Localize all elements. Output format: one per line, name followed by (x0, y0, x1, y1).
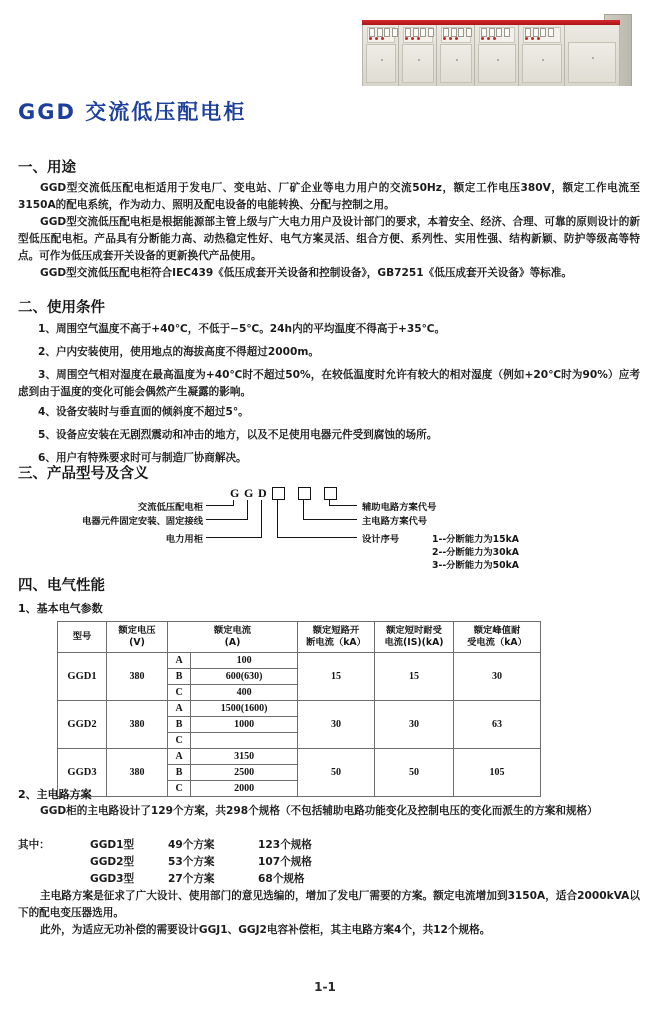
cell-phase-label: C (168, 685, 191, 701)
cabinet-top-band (564, 20, 620, 25)
header-voltage-line2: (V) (129, 637, 145, 648)
scheme-row (18, 871, 348, 888)
table-row (58, 653, 541, 669)
meter-cluster (405, 28, 434, 37)
cabinet-door (568, 42, 616, 83)
cell-peak: 63 (454, 701, 541, 749)
cell-current: 1500(1600) (191, 701, 298, 717)
design-note-2: 2--分断能力为30kA (432, 547, 519, 558)
scheme-prefix: 其中： (18, 839, 50, 851)
cell-phase-label: B (168, 717, 191, 733)
cabinet-door (366, 44, 396, 83)
meter-cluster (525, 28, 554, 37)
cabinet-unit (564, 20, 620, 86)
cell-current: 2000 (191, 781, 298, 797)
model-box-3 (324, 487, 337, 500)
cell-peak: 105 (454, 749, 541, 797)
cell-withstand: 50 (375, 749, 454, 797)
model-right-label-2: 主电路方案代号 (362, 516, 428, 527)
spec-count: 68个规格 (258, 873, 305, 885)
model-box-2 (298, 487, 311, 500)
indicator-lights (525, 37, 540, 40)
header-current-line1: 额定电流 (213, 625, 252, 636)
header-breaking-line2: 断电流（kA） (306, 637, 366, 648)
section-heading-model: 三、产品型号及含义 (18, 466, 149, 482)
page-title: GGD 交流低压配电柜 (18, 100, 247, 124)
condition-item-6: 6、用户有特殊要求时可与制造厂协商解决。 (38, 452, 247, 464)
indicator-lights (369, 37, 384, 40)
indicator-lights (405, 37, 420, 40)
cell-current: 600(630) (191, 669, 298, 685)
header-model: 型号 (58, 622, 107, 653)
model-char-g1: G (230, 486, 240, 500)
design-note-3: 3--分断能力为50kA (432, 560, 519, 571)
scheme-model: GGD3型 (90, 873, 135, 885)
cabinet-unit (436, 20, 476, 86)
cabinet-door (402, 44, 434, 83)
cell-phase-label: C (168, 733, 191, 749)
cabinet-row (362, 20, 618, 86)
model-char-d: D (258, 486, 267, 500)
model-box-1 (272, 487, 285, 500)
cell-phase-label: B (168, 669, 191, 685)
leader-line (277, 537, 357, 538)
model-char-g2: G (244, 486, 254, 500)
model-designation-diagram (18, 486, 632, 572)
condition-item-4: 4、设备安装时与垂直面的倾斜度不超过5°。 (38, 406, 249, 418)
purpose-paragraph-2: GGD型交流低压配电柜是根据能源部主管上级与广大电力用户及设计部门的要求，本着安全、经济、合理、可靠的原则设计的新型低压配电柜。产品具有分断能力高、动热稳定性好、电气方案灵活、组合方便、系列性、实用性强、结构新颖、防护等级高等特点。可作为低压成套开关设备的更新换代产品使用。 (18, 216, 640, 262)
cell-current: 100 (191, 653, 298, 669)
cabinet-top-band (362, 20, 400, 25)
scheme-row (18, 837, 348, 854)
condition-item-1: 1、周围空气温度不高于+40℃，不低于−5℃。24h内的平均温度不得高于+35℃。 (38, 323, 446, 335)
scheme-count: 53个方案 (168, 856, 215, 868)
header-current (168, 622, 298, 653)
main-circuit-paragraph-1: GGD柜的主电路设计了129个方案，共298个规格（不包括辅助电路功能变化及控制电压的变化而派生的方案和规格） (40, 805, 598, 817)
cell-withstand: 15 (375, 653, 454, 701)
cell-phase-label: B (168, 765, 191, 781)
cell-current: 1000 (191, 717, 298, 733)
table-row (58, 749, 541, 765)
condition-item-3: 3、周围空气相对湿度在最高温度为+40℃时不超过50%，在较低温度时允许有较大的相对湿度（例如+20℃时为90%）应考虑到由于温度的变化可能会偶然产生凝露的影响。 (18, 369, 640, 398)
indicator-lights (481, 37, 496, 40)
model-right-label-1: 辅助电路方案代号 (362, 502, 437, 513)
model-left-label-1: 交流低压配电柜 (137, 502, 203, 513)
scheme-model: GGD1型 (90, 839, 135, 851)
scheme-prefix-spacer (18, 871, 90, 888)
header-withstand-line1: 额定短时耐受 (386, 625, 442, 636)
meter-cluster (443, 28, 472, 37)
header-peak-line1: 额定峰值耐 (473, 625, 521, 636)
leader-line (206, 537, 262, 538)
cell-breaking: 50 (298, 749, 375, 797)
leader-line (247, 500, 248, 520)
purpose-paragraph-3: GGD型交流低压配电柜符合IEC439《低压成套开关设备和控制设备》，GB7251《低压成套开关设备》等标准。 (40, 267, 572, 279)
page-number: 1-1 (314, 980, 336, 994)
cell-model: GGD2 (58, 701, 107, 749)
header-current-line2: (A) (224, 637, 241, 648)
main-circuit-paragraph-3: 此外，为适应无功补偿的需要设计GGJ1、GGJ2电容补偿柜，其主电路方案4个，共12个规格。 (40, 924, 491, 936)
header-breaking-current (298, 622, 375, 653)
subheading-basic-params: 1、基本电气参数 (18, 602, 103, 615)
condition-item-5: 5、设备应安装在无剧烈震动和冲击的地方，以及不足使用电器元件受到腐蚀的场所。 (38, 429, 438, 441)
electrical-parameters-table (57, 621, 541, 797)
header-voltage-line1: 额定电压 (118, 625, 156, 636)
leader-line (206, 505, 234, 506)
cabinet-top-band (474, 20, 520, 25)
scheme-count-list (18, 837, 348, 888)
scheme-count: 49个方案 (168, 839, 215, 851)
header-withstand-current (375, 622, 454, 653)
cabinet-door (478, 44, 516, 83)
scheme-prefix-spacer (18, 854, 90, 871)
table-row (58, 701, 541, 717)
model-left-label-2: 电器元件固定安装、固定接线 (82, 516, 203, 527)
cell-current: 2500 (191, 765, 298, 781)
leader-line (206, 519, 248, 520)
cell-phase-label: A (168, 653, 191, 669)
header-peak-line2: 受电流（kA） (467, 637, 527, 648)
main-circuit-paragraph-2: 主电路方案是征求了广大设计、使用部门的意见选编的，增加了发电厂需要的方案。额定电流增加到3150A，适合2000kVA以下的配电变压器选用。 (18, 890, 640, 919)
cell-breaking: 15 (298, 653, 375, 701)
cell-withstand: 30 (375, 701, 454, 749)
leader-line (303, 519, 357, 520)
cell-phase-label: C (168, 781, 191, 797)
cell-model: GGD1 (58, 653, 107, 701)
leader-line (277, 499, 278, 538)
leader-line (329, 505, 357, 506)
header-breaking-line1: 额定短路开 (312, 625, 360, 636)
cell-voltage: 380 (107, 653, 168, 701)
spec-count: 107个规格 (258, 856, 312, 868)
cabinet-door (440, 44, 472, 83)
section-heading-purpose: 一、用途 (18, 160, 76, 176)
spec-count: 123个规格 (258, 839, 312, 851)
product-photo (348, 10, 644, 86)
section-heading-electrical: 四、电气性能 (18, 578, 105, 594)
cabinet-top-band (518, 20, 566, 25)
section-heading-conditions: 二、使用条件 (18, 300, 105, 316)
meter-cluster (369, 28, 398, 37)
header-peak-current (454, 622, 541, 653)
indicator-lights (443, 37, 458, 40)
model-right-label-3: 设计序号 (362, 534, 400, 545)
meter-cluster (481, 28, 510, 37)
leader-line (261, 500, 262, 538)
cabinet-top-band (436, 20, 476, 25)
cabinet-top-band (398, 20, 438, 25)
model-left-label-3: 电力用柜 (165, 534, 203, 545)
leader-line (303, 499, 304, 520)
cell-peak: 30 (454, 653, 541, 701)
cell-current: 3150 (191, 749, 298, 765)
scheme-model: GGD2型 (90, 856, 135, 868)
cell-phase-label: A (168, 701, 191, 717)
design-note-1: 1--分断能力为15kA (432, 534, 519, 545)
scheme-row (18, 854, 348, 871)
cabinet-unit (398, 20, 438, 86)
cell-model: GGD3 (58, 749, 107, 797)
cabinet-unit (518, 20, 566, 86)
cell-current: 400 (191, 685, 298, 701)
condition-item-2: 2、户内安装使用，使用地点的海拔高度不得超过2000m。 (38, 346, 319, 358)
scheme-count: 27个方案 (168, 873, 215, 885)
cell-breaking: 30 (298, 701, 375, 749)
cabinet-door (522, 44, 562, 83)
header-voltage (107, 622, 168, 653)
purpose-paragraph-1: GGD型交流低压配电柜适用于发电厂、变电站、厂矿企业等电力用户的交流50Hz，额定工作电压380V，额定工作电流至3150A的配电系统，作为动力、照明及配电设备的电能转换、分配与控制之用。 (18, 182, 640, 211)
cell-current (191, 733, 298, 749)
subheading-main-circuit: 2、主电路方案 (18, 788, 92, 801)
cell-phase-label: A (168, 749, 191, 765)
cabinet-unit (474, 20, 520, 86)
cell-voltage: 380 (107, 701, 168, 749)
header-withstand-line2: 电流(IS)(kA) (384, 637, 444, 648)
cell-voltage: 380 (107, 749, 168, 797)
cabinet-unit (362, 20, 400, 86)
